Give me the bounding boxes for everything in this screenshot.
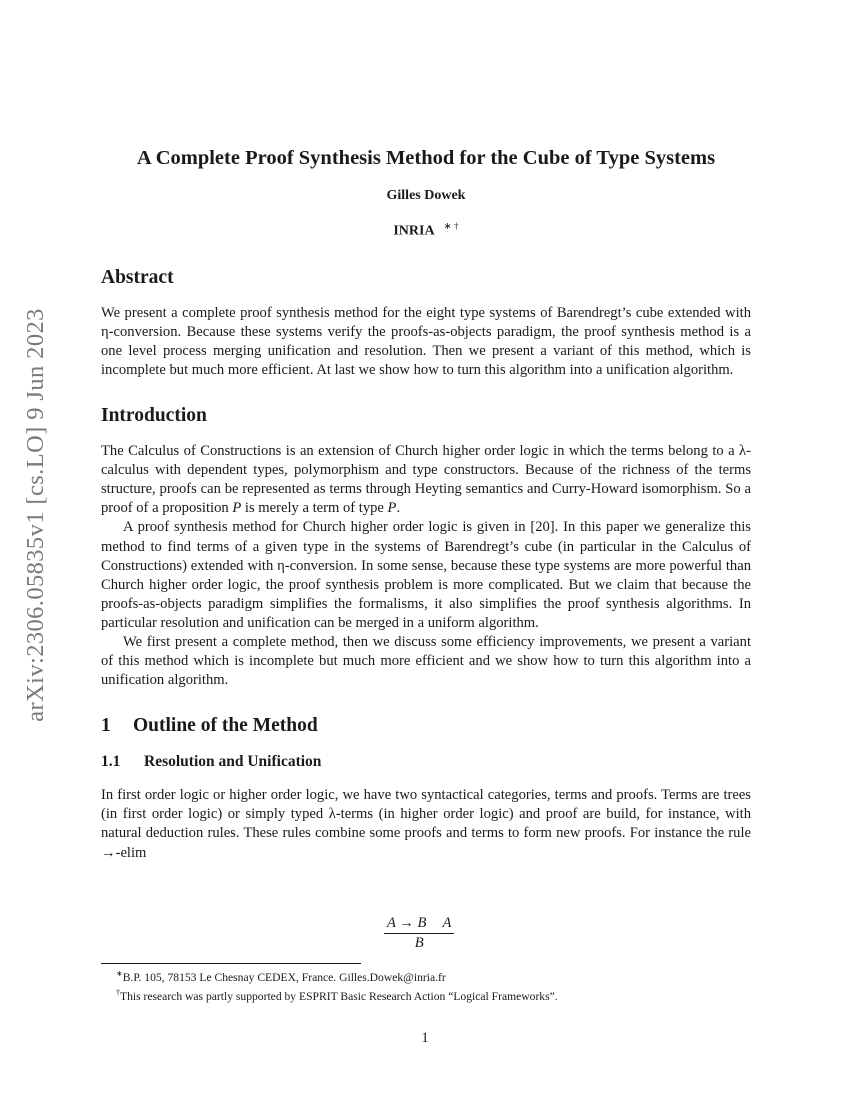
rule-premises [384, 915, 454, 934]
footnote-1-mark: ∗ [116, 969, 123, 978]
rule-premise-right: A [442, 915, 452, 931]
footnote-1 [101, 966, 751, 985]
subsection-title: Resolution and Unification [144, 753, 322, 771]
math-variable: P [387, 500, 397, 517]
math-variable: P [232, 500, 242, 517]
section-title: Outline of the Method [133, 715, 318, 737]
introduction-paragraph-2: A proof synthesis method for Church higher order logic is given in [20]. In this paper we generalize this method to find terms of a given type in the systems of Barendregt’s cube (in particular in the Calculus of Constructions) extended with η-conversion. In some sense, because these type systems are more powerful than Church higher order logic, the proof synthesis problem is more complicated. But we claim that because the proofs-as-objects paradigm simplifies the formalisms, it also simplifies the proof synthesis algorithms. In particular resolution and unification can be merged in a uniform algorithm. [101, 519, 751, 631]
affiliation-footnote-marks: ∗ † [443, 222, 459, 232]
rule-premise-left: A → B [387, 915, 427, 931]
section-number: 1 [101, 715, 111, 737]
abstract-heading: Abstract [101, 266, 174, 288]
subsection-1-1-heading [101, 752, 751, 772]
introduction-heading: Introduction [101, 405, 207, 427]
footnotes [101, 966, 751, 1005]
affiliation-name: INRIA [393, 223, 435, 239]
introduction-paragraph-3: We first present a complete method, then we discuss some efficiency improvements, we present a variant of this method which is incomplete but much more efficient and we show how to turn this algorithm into a unification algorithm. [101, 633, 751, 689]
paper-page [101, 147, 751, 863]
section-1-heading [101, 714, 751, 738]
footnote-separator [101, 963, 361, 964]
footnote-2-mark: † [116, 988, 120, 998]
subsection-number: 1.1 [101, 753, 121, 771]
arxiv-identifier: arXiv:2306.05835v1 [cs.LO] 9 Jun 2023 [22, 308, 49, 722]
subsection-1-1-body: In first order logic or higher order logic, we have two syntactical categories, terms and proofs. Terms are trees (in first order logic) or simply typed λ-terms (in higher order logic) and proof are build, for instance, with natural deduction rules. These rules combine some proofs and terms to form new proofs. For instance the rule →-elim [101, 787, 751, 861]
footnote-2-text: This research was partly supported by ESPRIT Basic Research Action “Logical Frameworks”. [120, 990, 558, 1004]
paper-title: A Complete Proof Synthesis Method for the Cube of Type Systems [136, 147, 716, 169]
introduction-paragraph-1: The Calculus of Constructions is an extension of Church higher order logic in which the terms belong to a λ-calculus with dependent types, polymorphism and type constructors. Because of the richness of the terms structure, proofs can be represented as terms through Heyting semantics and Curry-Howard isomorphism. So a proof of a proposition P is merely a term of type P. [101, 443, 751, 517]
footnote-2 [101, 985, 751, 1004]
author-name: Gilles Dowek [386, 188, 466, 203]
inference-rule [384, 915, 454, 952]
page-number: 1 [421, 1030, 429, 1046]
footnote-1-text: B.P. 105, 78153 Le Chesnay CEDEX, France. Gilles.Dowek@inria.fr [122, 970, 446, 984]
author-affiliation [101, 218, 751, 241]
arxiv-sidebar [14, 280, 58, 750]
abstract-body: We present a complete proof synthesis method for the eight type systems of Barendregt’s cube extended with η-conversion. Because these systems verify the proofs-as-objects paradigm, the proof synthesis method is a one level process merging unification and resolution. Then we present a variant of this method, which is incomplete but much more efficient. At last we show how to turn this algorithm into a unification algorithm. [101, 304, 751, 378]
rule-conclusion: B [414, 935, 424, 951]
